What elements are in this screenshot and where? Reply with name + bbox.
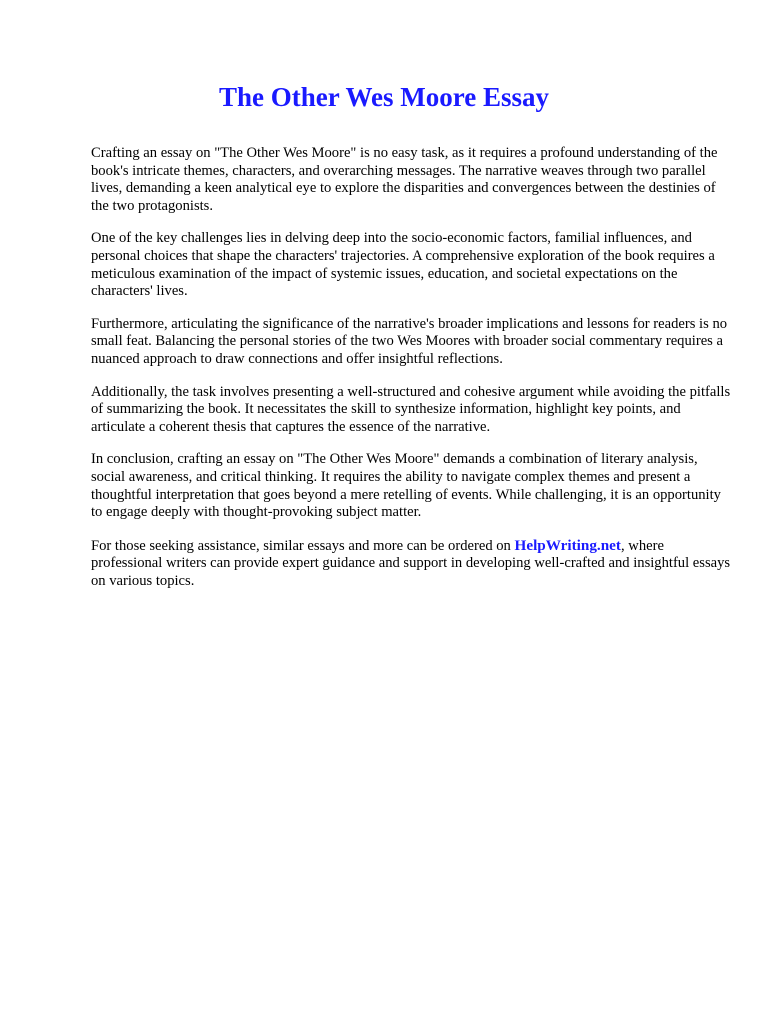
paragraph-3: Furthermore, articulating the significance of the narrative's broader implications and lessons for readers is no small feat. Balancing the personal stories of the two Wes Moores with broader social commentary requires a nuanced approach to draw connections and offer insightful reflections.	[91, 315, 728, 367]
document-title: The Other Wes Moore Essay	[219, 82, 549, 112]
paragraph-2: One of the key challenges lies in delving deep into the socio-economic factors, familial influences, and personal choices that shape the characters' trajectories. A comprehensive exploration of the book requires a meticulous examination of the impact of systemic issues, education, and societal expectations on the characters' lives.	[91, 230, 715, 300]
closing-paragraph	[91, 537, 731, 591]
closing-text-after-link: , where professional writers can provide expert guidance and support in developing well-crafted and insightful essays on various topics.	[91, 537, 731, 589]
paragraph-1: Crafting an essay on "The Other Wes Moore" is no easy task, as it requires a profound understanding of the book's intricate themes, characters, and overarching messages. The narrative weaves through two parallel lives, demanding a keen analytical eye to explore the disparities and convergences between the destinies of the two protagonists.	[91, 145, 718, 214]
paragraph-5: In conclusion, crafting an essay on "The Other Wes Moore" demands a combination of literary analysis, social awareness, and critical thinking. It requires the ability to navigate complex themes and present a thoughtful interpretation that goes beyond a mere retelling of events. While challenging, it is an opportunity to engage deeply with thought-provoking subject matter.	[91, 451, 721, 521]
document-body	[91, 145, 731, 605]
closing-text-before-link: For those seeking assistance, similar essays and more can be ordered on	[91, 537, 515, 554]
paragraph-4: Additionally, the task involves presenting a well-structured and cohesive argument while avoiding the pitfalls of summarizing the book. It necessitates the skill to synthesize information, highlight key points, and articulate a coherent thesis that captures the essence of the narrative.	[91, 383, 731, 435]
helpwriting-link[interactable]: HelpWriting.net	[514, 536, 621, 554]
